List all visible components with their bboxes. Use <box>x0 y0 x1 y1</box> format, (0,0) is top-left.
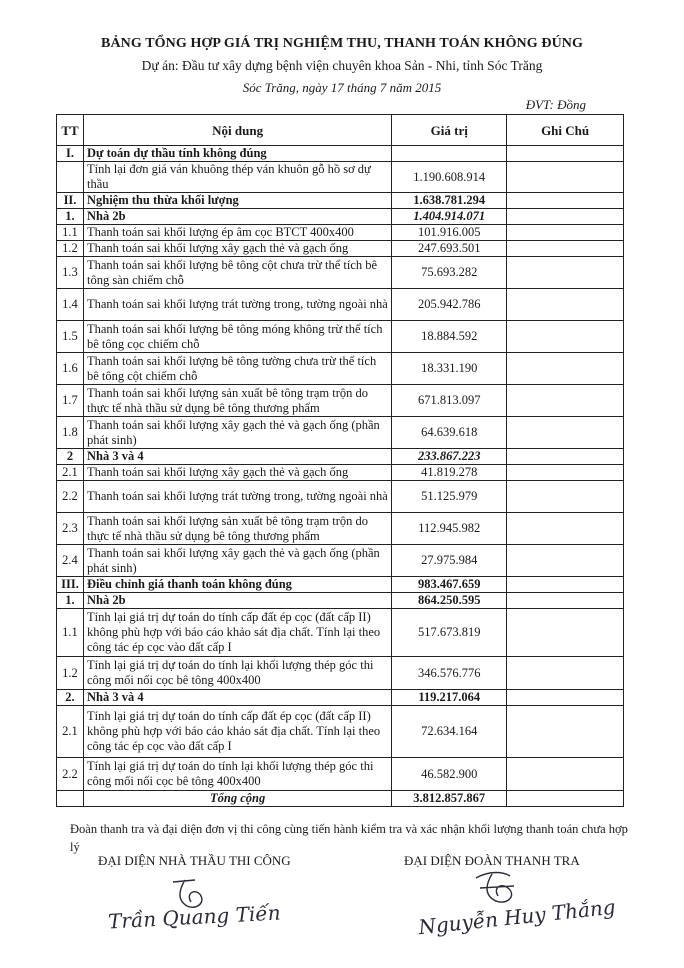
row-note-cell <box>507 417 624 449</box>
row-value-cell: 112.945.982 <box>392 513 507 545</box>
table-row <box>57 225 624 241</box>
row-note-cell <box>507 593 624 609</box>
row-note-cell <box>507 577 624 593</box>
row-content-cell: Thanh toán sai khối lượng xây gạch thẻ và gạch ống (phần phát sinh) <box>83 545 391 577</box>
row-content-cell: Tính lại giá trị dự toán do tính lại khối lượng thép góc thi công mối nối cọc bê tông 400x400 <box>83 657 391 690</box>
date-line: Sóc Trăng, ngày 17 tháng 7 năm 2015 <box>242 80 442 95</box>
table-row <box>57 657 624 690</box>
row-number-cell: 2.1 <box>57 706 84 758</box>
row-note-cell <box>507 162 624 193</box>
row-content-cell: Nhà 3 và 4 <box>83 449 391 465</box>
row-value-cell: 51.125.979 <box>392 481 507 513</box>
row-note-cell <box>507 193 624 209</box>
row-note-cell <box>507 706 624 758</box>
row-note-cell <box>507 257 624 289</box>
row-number-cell: 1.1 <box>57 225 84 241</box>
inspection-representative-title: ĐẠI DIỆN ĐOÀN THANH TRA <box>404 853 580 868</box>
table-row <box>57 449 624 465</box>
column-header-value: Giá trị <box>392 115 507 146</box>
row-content-cell: Thanh toán sai khối lượng bê tông tường chưa trừ thể tích bê tông cột chiếm chỗ <box>83 353 391 385</box>
row-content-cell: Dự toán dự thầu tính không đúng <box>83 146 391 162</box>
row-content-cell: Thanh toán sai khối lượng xây gạch thẻ và gạch ống (phần phát sinh) <box>83 417 391 449</box>
row-value-cell: 247.693.501 <box>392 241 507 257</box>
row-note-cell <box>507 289 624 321</box>
table-row <box>57 385 624 417</box>
row-note-cell <box>507 449 624 465</box>
row-number-cell: 1. <box>57 593 84 609</box>
row-value-cell: 27.975.984 <box>392 545 507 577</box>
row-number-cell: 1.2 <box>57 657 84 690</box>
row-number-cell: 2 <box>57 449 84 465</box>
table-row <box>57 690 624 706</box>
row-value-cell: 18.884.592 <box>392 321 507 353</box>
row-value-cell: 1.404.914.071 <box>392 209 507 225</box>
row-content-cell: Thanh toán sai khối lượng ép âm cọc BTCT 400x400 <box>83 225 391 241</box>
row-value-cell: 119.217.064 <box>392 690 507 706</box>
row-note-cell <box>507 241 624 257</box>
table-row <box>57 257 624 289</box>
row-content-cell: Tính lại giá trị dự toán do tính cấp đất ép cọc (đất cấp II) không phù hợp với báo cáo khảo sát địa chất. Tính lại theo công tác ép cọc vào đất cấp I <box>83 609 391 657</box>
column-header-note: Ghi Chú <box>507 115 624 146</box>
row-number-cell: II. <box>57 193 84 209</box>
table-row <box>57 593 624 609</box>
row-content-cell: Thanh toán sai khối lượng xây gạch thẻ và gạch ống <box>83 241 391 257</box>
row-value-cell: 72.634.164 <box>392 706 507 758</box>
table-row <box>57 545 624 577</box>
table-row <box>57 609 624 657</box>
table-row <box>57 706 624 758</box>
table-row <box>57 417 624 449</box>
table-row <box>57 353 624 385</box>
table-row <box>57 241 624 257</box>
row-number-cell: 2.4 <box>57 545 84 577</box>
row-number-cell <box>57 791 84 807</box>
row-value-cell: 346.576.776 <box>392 657 507 690</box>
table-row <box>57 162 624 193</box>
row-content-cell: Điều chỉnh giá thanh toán không đúng <box>83 577 391 593</box>
row-value-cell: 233.867.223 <box>392 449 507 465</box>
row-content-cell: Tính lại giá trị dự toán do tính lại khối lượng thép góc thi công mối nối cọc bê tông 400x400 <box>83 758 391 791</box>
table-row <box>57 465 624 481</box>
table-body <box>57 146 624 807</box>
row-number-cell: 1.5 <box>57 321 84 353</box>
row-content-cell: Thanh toán sai khối lượng xây gạch thẻ và gạch ống <box>83 465 391 481</box>
row-content-cell: Nhà 2b <box>83 593 391 609</box>
row-number-cell: 1.2 <box>57 241 84 257</box>
row-note-cell <box>507 353 624 385</box>
table-row <box>57 289 624 321</box>
inspector-signature: Nguyễn Huy Thắng <box>417 894 617 940</box>
table-header-row <box>57 115 624 146</box>
row-number-cell <box>57 162 84 193</box>
table-row <box>57 321 624 353</box>
row-value-cell: 3.812.857.867 <box>392 791 507 807</box>
row-note-cell <box>507 209 624 225</box>
row-number-cell: 1.6 <box>57 353 84 385</box>
column-header-tt: TT <box>57 115 84 146</box>
row-value-cell <box>392 146 507 162</box>
table-row <box>57 791 624 807</box>
row-value-cell: 18.331.190 <box>392 353 507 385</box>
row-note-cell <box>507 385 624 417</box>
row-note-cell <box>507 225 624 241</box>
row-note-cell <box>507 609 624 657</box>
row-value-cell: 983.467.659 <box>392 577 507 593</box>
row-content-cell: Thanh toán sai khối lượng sản xuất bê tông trạm trộn do thực tế nhà thầu sử dụng bê tông thương phẩm <box>83 385 391 417</box>
table-row <box>57 577 624 593</box>
row-note-cell <box>507 513 624 545</box>
row-value-cell: 101.916.005 <box>392 225 507 241</box>
row-number-cell: 1.4 <box>57 289 84 321</box>
column-header-content: Nội dung <box>83 115 391 146</box>
row-value-cell: 46.582.900 <box>392 758 507 791</box>
row-content-cell: Thanh toán sai khối lượng trát tường trong, tường ngoài nhà <box>83 481 391 513</box>
row-note-cell <box>507 146 624 162</box>
row-value-cell: 671.813.097 <box>392 385 507 417</box>
table-row <box>57 209 624 225</box>
row-number-cell: 1.3 <box>57 257 84 289</box>
row-value-cell: 1.638.781.294 <box>392 193 507 209</box>
row-content-cell: Nhà 2b <box>83 209 391 225</box>
row-number-cell: 1. <box>57 209 84 225</box>
row-number-cell: 2.2 <box>57 481 84 513</box>
row-value-cell: 1.190.608.914 <box>392 162 507 193</box>
row-note-cell <box>507 465 624 481</box>
row-value-cell: 205.942.786 <box>392 289 507 321</box>
table-row <box>57 758 624 791</box>
table-row <box>57 513 624 545</box>
footer-note: Đoàn thanh tra và đại diện đơn vị thi công cùng tiến hành kiểm tra và xác nhận khối lượng thanh toán chưa hợp lý <box>70 822 628 854</box>
row-content-cell: Nghiệm thu thừa khối lượng <box>83 193 391 209</box>
row-value-cell: 64.639.618 <box>392 417 507 449</box>
row-number-cell: 1.7 <box>57 385 84 417</box>
row-content-cell: Tính lại đơn giá ván khuông thép ván khuôn gỗ hồ sơ dự thầu <box>83 162 391 193</box>
row-number-cell: 2. <box>57 690 84 706</box>
row-number-cell: 2.1 <box>57 465 84 481</box>
row-value-cell: 75.693.282 <box>392 257 507 289</box>
row-value-cell: 864.250.595 <box>392 593 507 609</box>
row-value-cell: 517.673.819 <box>392 609 507 657</box>
row-number-cell: 2.2 <box>57 758 84 791</box>
row-note-cell <box>507 791 624 807</box>
row-content-cell: Nhà 3 và 4 <box>83 690 391 706</box>
row-number-cell: 1.8 <box>57 417 84 449</box>
project-line: Dự án: Đầu tư xây dựng bệnh viện chuyên khoa Sản - Nhi, tỉnh Sóc Trăng <box>141 58 543 73</box>
row-note-cell <box>507 657 624 690</box>
row-content-cell: Thanh toán sai khối lượng trát tường trong, tường ngoài nhà <box>83 289 391 321</box>
row-number-cell: I. <box>57 146 84 162</box>
table-row <box>57 481 624 513</box>
row-content-cell: Tính lại giá trị dự toán do tính cấp đất ép cọc (đất cấp II) không phù hợp với báo cáo khảo sát địa chất. Tính lại theo công tác ép cọc vào đất cấp I <box>83 706 391 758</box>
table-row <box>57 146 624 162</box>
row-number-cell: III. <box>57 577 84 593</box>
row-number-cell: 2.3 <box>57 513 84 545</box>
summary-table <box>56 114 624 807</box>
row-note-cell <box>507 321 624 353</box>
row-note-cell <box>507 481 624 513</box>
row-note-cell <box>507 545 624 577</box>
row-value-cell: 41.819.278 <box>392 465 507 481</box>
table-row <box>57 193 624 209</box>
row-note-cell <box>507 758 624 791</box>
row-number-cell: 1.1 <box>57 609 84 657</box>
row-content-cell: Thanh toán sai khối lượng bê tông cột chưa trừ thể tích bê tông sàn chiếm chỗ <box>83 257 391 289</box>
row-content-cell: Thanh toán sai khối lượng bê tông móng không trừ thể tích bê tông cọc chiếm chỗ <box>83 321 391 353</box>
document-title: BẢNG TỔNG HỢP GIÁ TRỊ NGHIỆM THU, THANH TOÁN KHÔNG ĐÚNG <box>101 36 583 51</box>
contractor-representative-title: ĐẠI DIỆN NHÀ THẦU THI CÔNG <box>98 853 291 868</box>
contractor-signature: Trần Quang Tiến <box>107 900 282 934</box>
row-content-cell: Tổng cộng <box>83 791 391 807</box>
row-note-cell <box>507 690 624 706</box>
unit-label: ĐVT: Đồng <box>525 97 586 112</box>
row-content-cell: Thanh toán sai khối lượng sản xuất bê tông trạm trộn do thực tế nhà thầu sử dụng bê tông thương phẩm <box>83 513 391 545</box>
